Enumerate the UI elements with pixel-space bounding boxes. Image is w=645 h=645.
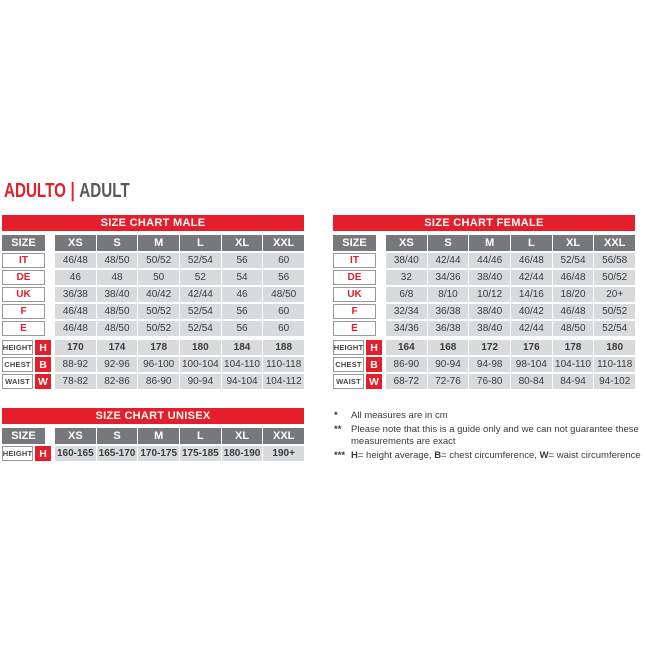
cell: 94-104 <box>222 374 263 389</box>
table-row-chest <box>333 357 635 372</box>
footnote-text: Please note that this is a guide only and we can not guarantee these measurements are exact <box>351 423 639 447</box>
column-header: S <box>428 235 469 251</box>
cell: 184 <box>222 340 263 355</box>
cell: 90-94 <box>180 374 221 389</box>
cell: 40/42 <box>138 287 179 302</box>
row-cells <box>386 287 635 302</box>
cell: 88-92 <box>55 357 96 372</box>
measure-label: HEIGHT <box>2 446 33 461</box>
cell: 14/16 <box>511 287 552 302</box>
table-row-uk <box>333 287 635 302</box>
table-row-f <box>333 304 635 319</box>
footnote-measures <box>334 410 642 423</box>
cell: 48/50 <box>97 321 138 336</box>
footnote-text <box>351 450 642 463</box>
cell: 164 <box>386 340 427 355</box>
header-row <box>2 235 304 251</box>
measure-label: WAIST <box>2 374 33 389</box>
cell: 42/44 <box>180 287 221 302</box>
cell: 40/42 <box>511 304 552 319</box>
legend-letter: H <box>351 449 358 461</box>
table-row-height <box>333 340 635 355</box>
header-cells <box>55 235 304 251</box>
cell: 46/48 <box>55 321 96 336</box>
column-header: M <box>138 235 179 251</box>
table-row-f <box>2 304 304 319</box>
row-label: UK <box>333 287 376 302</box>
cell: 188 <box>263 340 304 355</box>
cell: 76-80 <box>469 374 510 389</box>
cell: 60 <box>263 321 304 336</box>
legend-letter: B <box>434 449 442 461</box>
header-row <box>333 235 635 251</box>
cell: 56 <box>263 270 304 285</box>
table-row-de <box>333 270 635 285</box>
cell: 104-112 <box>263 374 304 389</box>
cell: 48/50 <box>97 253 138 268</box>
table-row-height <box>2 340 304 355</box>
column-header: XL <box>553 235 594 251</box>
cell: 50/52 <box>138 304 179 319</box>
measure-label: CHEST <box>333 357 364 372</box>
cell: 56 <box>222 304 263 319</box>
cell: 94-98 <box>469 357 510 372</box>
cell: 86-90 <box>386 357 427 372</box>
measure-letter-badge: H <box>35 446 51 461</box>
cell: 178 <box>553 340 594 355</box>
cell: 92-96 <box>97 357 138 372</box>
cell: 54 <box>222 270 263 285</box>
row-label: F <box>2 304 45 319</box>
column-header: XXL <box>263 428 304 444</box>
row-label: E <box>2 321 45 336</box>
cell: 46/48 <box>55 253 96 268</box>
size-column-header: SIZE <box>333 235 376 251</box>
size-chart-male-table <box>2 215 304 389</box>
cell: 46/48 <box>511 253 552 268</box>
cell: 100-104 <box>182 359 219 370</box>
footnote-marker: ** <box>334 423 342 435</box>
cell: 56 <box>222 253 263 268</box>
column-header: M <box>138 428 179 444</box>
header-row <box>2 428 304 444</box>
column-header: S <box>97 428 138 444</box>
cell: 175-185 <box>182 448 219 459</box>
cell: 180 <box>180 340 221 355</box>
cell: 10/12 <box>469 287 510 302</box>
cell: 168 <box>428 340 469 355</box>
footnote-text: All measures are in cm <box>351 410 448 421</box>
row-cells <box>386 374 635 389</box>
cell: 36/38 <box>55 287 96 302</box>
footnote-legend <box>334 450 642 463</box>
cell: 48 <box>97 270 138 285</box>
measure-label: WAIST <box>333 374 364 389</box>
column-header: L <box>511 235 552 251</box>
table-row-it <box>333 253 635 268</box>
column-header: XL <box>222 235 263 251</box>
cell: 190+ <box>263 446 304 461</box>
cell: 48/50 <box>97 304 138 319</box>
cell: 98-104 <box>511 357 552 372</box>
column-header: S <box>97 235 138 251</box>
row-cells <box>55 270 304 285</box>
cell: 38/40 <box>469 270 510 285</box>
measure-letter-badge: H <box>35 340 51 355</box>
cell: 8/10 <box>428 287 469 302</box>
cell: 38/40 <box>469 304 510 319</box>
cell: 172 <box>469 340 510 355</box>
cell: 72-76 <box>428 374 469 389</box>
row-cells <box>55 374 304 389</box>
cell: 6/8 <box>386 287 427 302</box>
row-cells <box>386 321 635 336</box>
measure-letter-badge: W <box>366 374 382 389</box>
size-column-header: SIZE <box>2 428 45 444</box>
cell: 52/54 <box>180 321 221 336</box>
cell: 44/46 <box>469 253 510 268</box>
cell: 170 <box>55 340 96 355</box>
measure-letter-badge: B <box>366 357 382 372</box>
cell: 56 <box>222 321 263 336</box>
cell: 32 <box>386 270 427 285</box>
cell: 78-82 <box>55 374 96 389</box>
cell: 46/48 <box>553 270 594 285</box>
cell: 80-84 <box>511 374 552 389</box>
cell: 90-94 <box>428 357 469 372</box>
cell: 48/50 <box>553 321 594 336</box>
table-row-e <box>333 321 635 336</box>
row-cells <box>386 253 635 268</box>
measure-letter-badge: W <box>35 374 51 389</box>
table-row-waist <box>333 374 635 389</box>
cell: 50/52 <box>138 321 179 336</box>
cell: 110-118 <box>594 357 635 372</box>
row-cells <box>386 304 635 319</box>
column-header: L <box>180 235 221 251</box>
cell: 38/40 <box>97 287 138 302</box>
cell: 52 <box>180 270 221 285</box>
cell: 110-118 <box>263 357 304 372</box>
measure-label: HEIGHT <box>2 340 33 355</box>
footnote-marker: *** <box>334 449 346 461</box>
column-header: XS <box>386 235 427 251</box>
cell: 46/48 <box>553 304 594 319</box>
row-cells <box>55 287 304 302</box>
page-title-primary: ADULTO <box>4 180 66 202</box>
cell: 34/36 <box>428 270 469 285</box>
cell: 18/20 <box>553 287 594 302</box>
column-header: XS <box>55 428 96 444</box>
table-title-male: SIZE CHART MALE <box>2 215 304 231</box>
cell: 160-165 <box>56 448 94 459</box>
row-cells <box>55 357 304 372</box>
cell: 52/54 <box>180 304 221 319</box>
measure-letter-badge: B <box>35 357 51 372</box>
column-header: XXL <box>594 235 635 251</box>
page-title-separator: | <box>70 180 75 202</box>
cell: 176 <box>511 340 552 355</box>
legend-text: = chest circumference, <box>441 449 540 461</box>
measure-label: HEIGHT <box>333 340 364 355</box>
header-cells <box>386 235 635 251</box>
row-cells <box>55 446 304 461</box>
footnote-marker: * <box>334 410 338 421</box>
row-label: F <box>333 304 376 319</box>
cell: 56/58 <box>594 253 635 268</box>
cell: 84-94 <box>553 374 594 389</box>
cell: 104-110 <box>222 357 263 372</box>
row-cells <box>386 340 635 355</box>
cell: 42/44 <box>511 270 552 285</box>
row-label: IT <box>2 253 45 268</box>
cell: 52/54 <box>180 253 221 268</box>
row-cells <box>386 357 635 372</box>
table-title-female: SIZE CHART FEMALE <box>333 215 635 231</box>
footnotes <box>334 410 642 463</box>
cell: 104-110 <box>553 357 594 372</box>
table-row-height <box>2 446 304 461</box>
row-cells <box>386 270 635 285</box>
legend-text: = height average, <box>357 449 435 461</box>
cell: 52/54 <box>594 321 635 336</box>
cell: 68-72 <box>386 374 427 389</box>
column-header: XS <box>55 235 96 251</box>
cell: 180-190 <box>223 448 261 459</box>
cell: 96-100 <box>138 357 179 372</box>
column-header: XL <box>222 428 263 444</box>
cell: 50/52 <box>594 270 635 285</box>
size-chart-female-table <box>333 215 635 389</box>
cell: 36/38 <box>428 321 469 336</box>
cell: 60 <box>263 253 304 268</box>
cell: 178 <box>138 340 179 355</box>
row-cells <box>55 253 304 268</box>
table-row-it <box>2 253 304 268</box>
column-header: XXL <box>263 235 304 251</box>
cell: 46/48 <box>55 304 96 319</box>
row-label: DE <box>333 270 376 285</box>
legend-text: = waist circumference <box>548 449 641 461</box>
table-row-waist <box>2 374 304 389</box>
row-label: UK <box>2 287 45 302</box>
size-column-header: SIZE <box>2 235 45 251</box>
cell: 20+ <box>594 287 635 302</box>
table-row-e <box>2 321 304 336</box>
cell: 46 <box>222 287 263 302</box>
cell: 38/40 <box>469 321 510 336</box>
row-cells <box>55 340 304 355</box>
cell: 165-170 <box>98 448 136 459</box>
footnote-guide <box>334 424 642 449</box>
row-label: E <box>333 321 376 336</box>
table-row-chest <box>2 357 304 372</box>
cell: 60 <box>263 304 304 319</box>
header-cells <box>55 428 304 444</box>
column-header: M <box>469 235 510 251</box>
cell: 174 <box>97 340 138 355</box>
cell: 82-86 <box>97 374 138 389</box>
cell: 180 <box>594 340 635 355</box>
row-label: DE <box>2 270 45 285</box>
column-header: L <box>180 428 221 444</box>
cell: 50 <box>138 270 179 285</box>
measure-letter-badge: H <box>366 340 382 355</box>
cell: 50/52 <box>594 304 635 319</box>
legend-letter: W <box>539 449 549 461</box>
cell: 48/50 <box>263 287 304 302</box>
cell: 50/52 <box>138 253 179 268</box>
page-title-secondary: ADULT <box>79 180 130 202</box>
cell: 38/40 <box>386 253 427 268</box>
measure-label: CHEST <box>2 357 33 372</box>
size-chart-unisex-table <box>2 408 304 461</box>
table-title-unisex: SIZE CHART UNISEX <box>2 408 304 424</box>
cell: 42/44 <box>428 253 469 268</box>
cell: 170-175 <box>140 448 178 459</box>
cell: 52/54 <box>553 253 594 268</box>
row-cells <box>55 304 304 319</box>
cell: 36/38 <box>428 304 469 319</box>
row-label: IT <box>333 253 376 268</box>
row-cells <box>55 321 304 336</box>
page-title <box>4 180 130 202</box>
cell: 86-90 <box>138 374 179 389</box>
cell: 46 <box>55 270 96 285</box>
table-row-uk <box>2 287 304 302</box>
table-row-de <box>2 270 304 285</box>
cell: 42/44 <box>511 321 552 336</box>
cell: 94-102 <box>594 374 635 389</box>
cell: 34/36 <box>386 321 427 336</box>
cell: 32/34 <box>386 304 427 319</box>
